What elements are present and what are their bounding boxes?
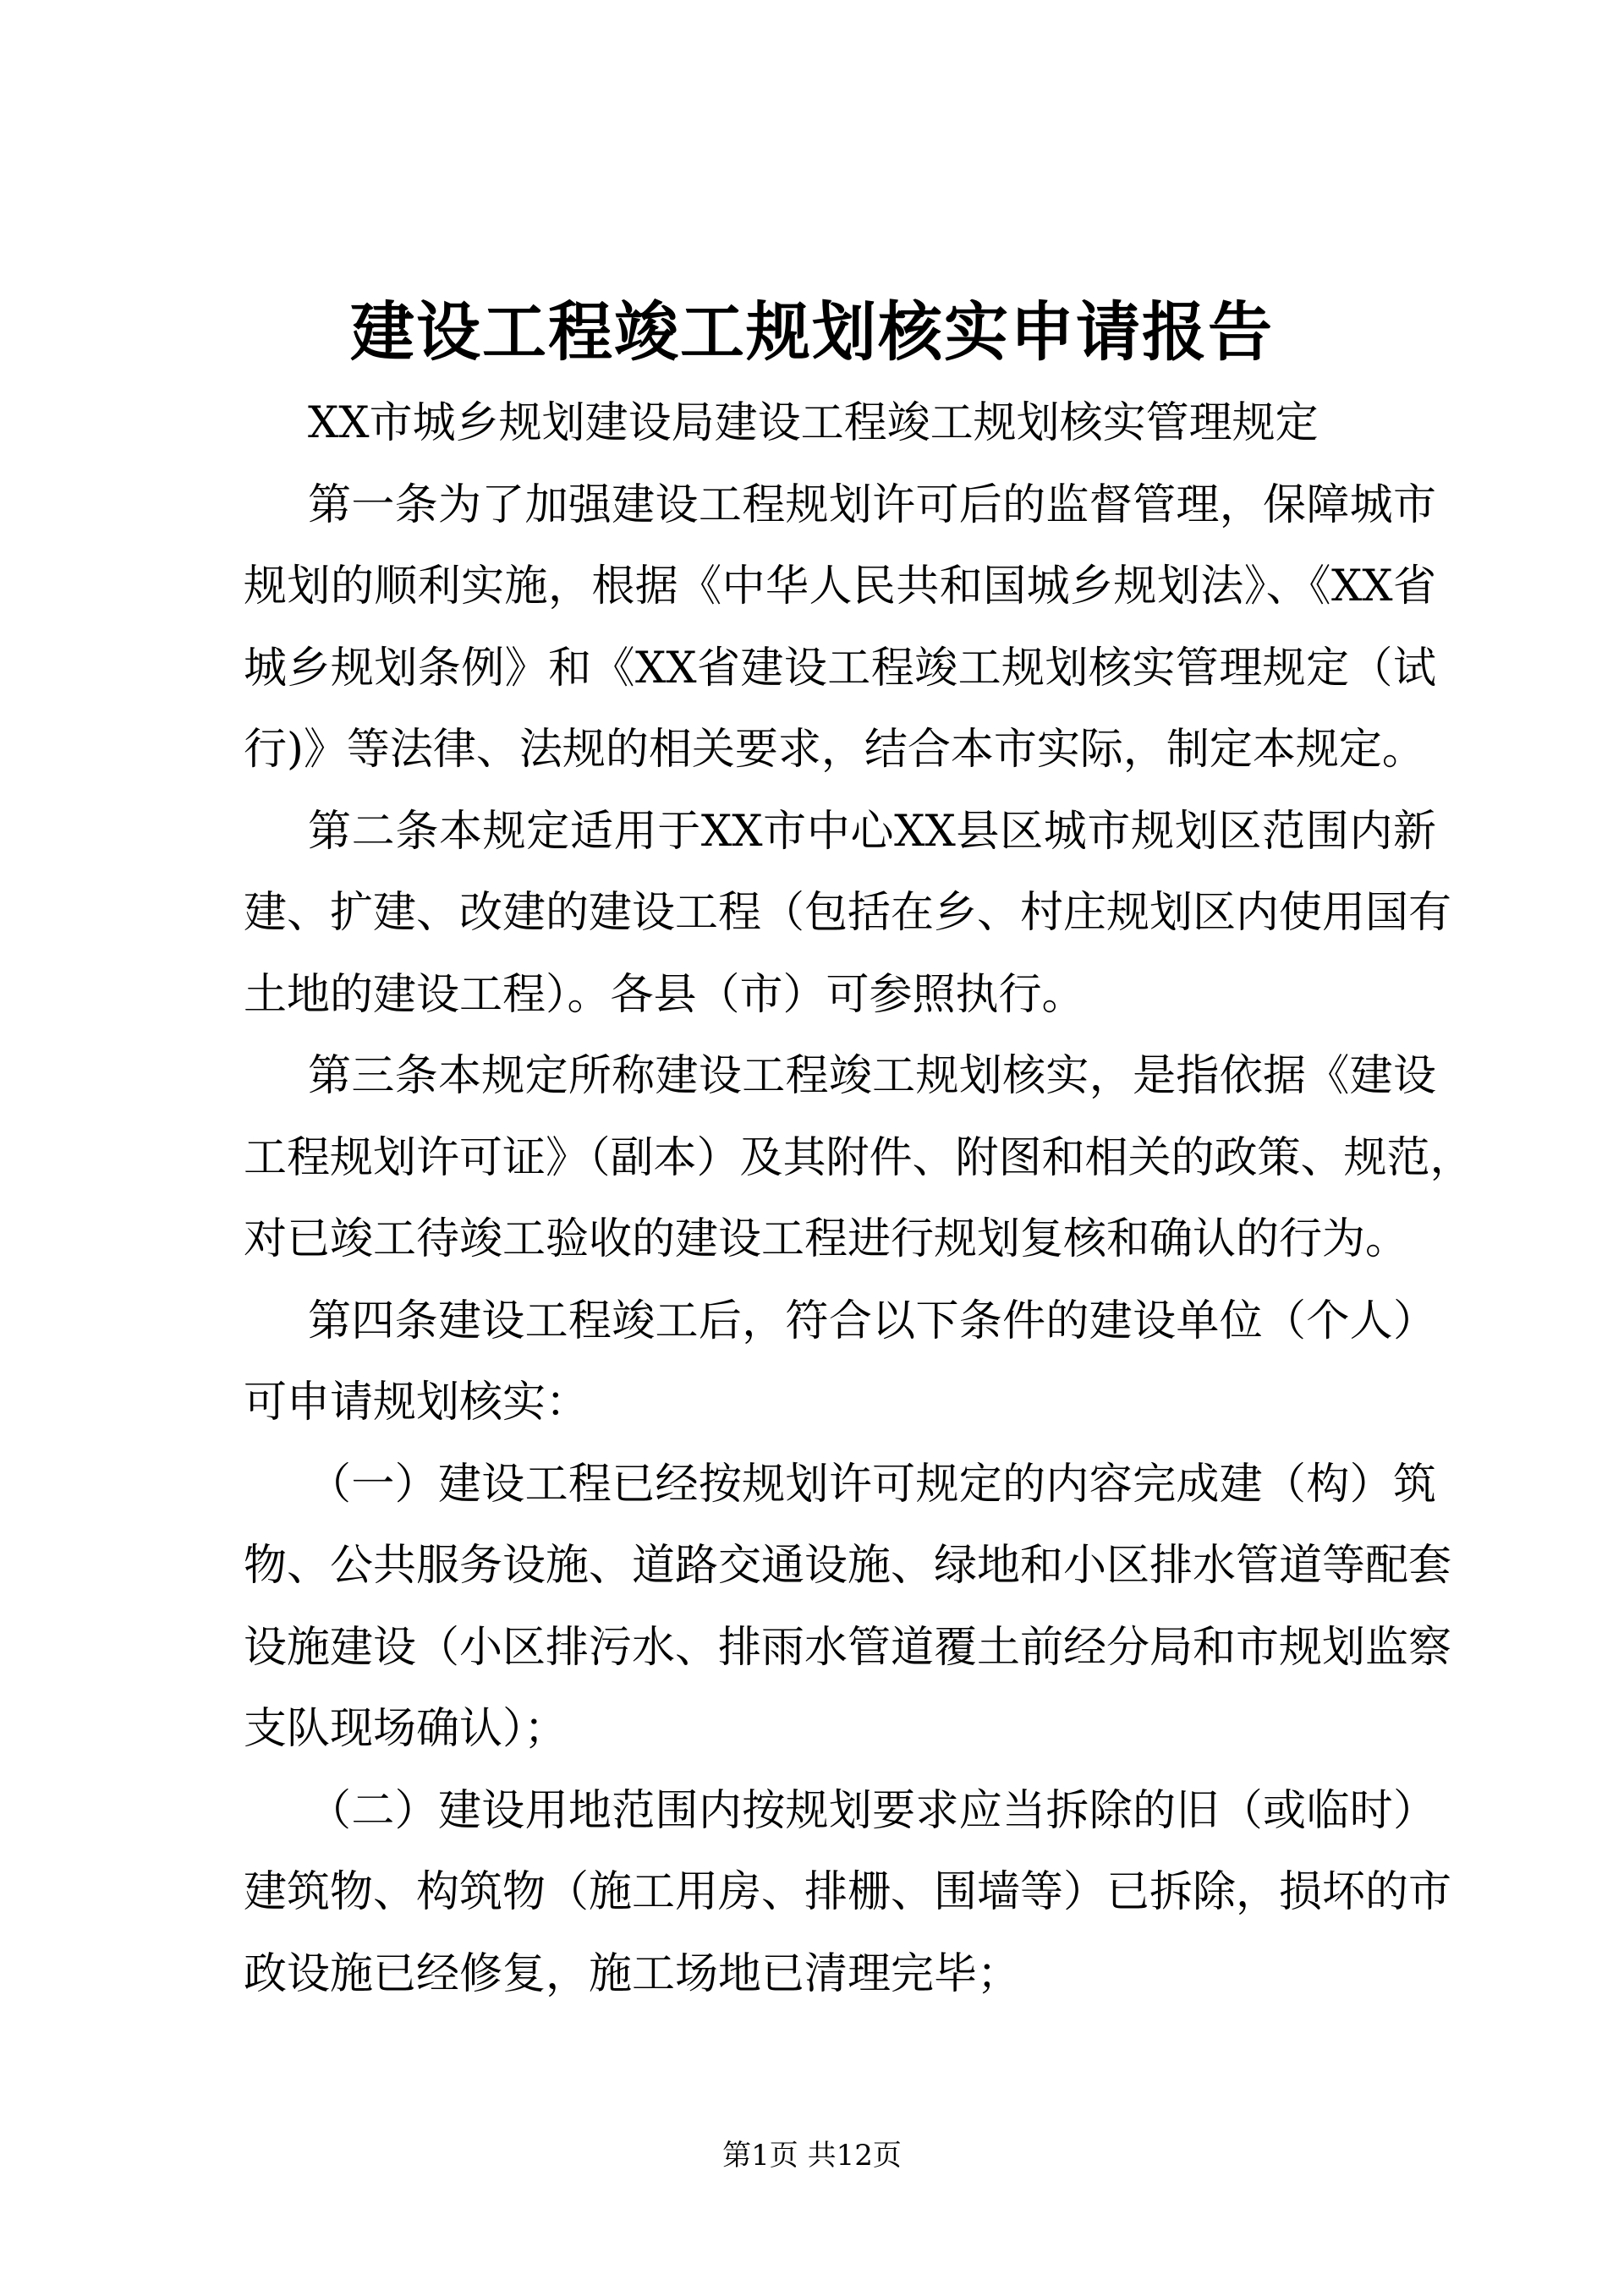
text-line: 第四条建设工程竣工后，符合以下条件的建设单位（个人） <box>308 1296 1436 1346</box>
text-line: 对已竣工待竣工验收的建设工程进行规划复核和确认的行为。 <box>244 1214 1409 1264</box>
document-subtitle: XX市城乡规划建设局建设工程竣工规划核实管理规定 <box>308 398 1319 448</box>
text-line: （二）建设用地范围内按规划要求应当拆除的旧（或临时） <box>308 1785 1436 1836</box>
text-line: 建筑物、构筑物（施工用房、排栅、围墙等）已拆除，损坏的市 <box>244 1867 1452 1917</box>
text-line: 建、扩建、改建的建设工程（包括在乡、村庄规划区内使用国有 <box>244 888 1452 938</box>
text-line: 物、公共服务设施、道路交通设施、绿地和小区排水管道等配套 <box>244 1541 1452 1591</box>
text-line: 第二条本规定适用于XX市中心XX县区城市规划区范围内新 <box>308 806 1436 857</box>
text-line: 可申请规划核实： <box>244 1378 590 1427</box>
text-line: 工程规划许可证》（副本）及其附件、附图和相关的政策、规范， <box>244 1132 1473 1183</box>
text-line: 第三条本规定所称建设工程竣工规划核实，是指依据《建设 <box>308 1051 1436 1101</box>
document-body <box>244 383 1473 2015</box>
text-line: 土地的建设工程）。各县（市）可参照执行。 <box>244 969 1085 1020</box>
text-line: 第一条为了加强建设工程规划许可后的监督管理，保障城市 <box>308 479 1436 530</box>
text-line: 城乡规划条例》和《XX省建设工程竣工规划核实管理规定（试 <box>244 643 1436 693</box>
text-line: 规划的顺利实施，根据《中华人民共和国城乡规划法》、《XX省 <box>244 562 1436 611</box>
text-line: 支队现场确认）； <box>244 1704 568 1754</box>
text-line: 行)》等法律、法规的相关要求，结合本市实际，制定本规定。 <box>244 725 1425 775</box>
page-indicator: 第1页 共12页 <box>722 2139 902 2173</box>
text-line: 政设施已经修复，施工场地已清理完毕； <box>244 1948 1021 1999</box>
text-line: （一）建设工程已经按规划许可规定的内容完成建（构）筑 <box>308 1459 1436 1510</box>
document-title: 建设工程竣工规划核实申请报告 <box>350 294 1274 370</box>
text-line: 设施建设（小区排污水、排雨水管道覆土前经分局和市规划监察 <box>244 1622 1452 1673</box>
